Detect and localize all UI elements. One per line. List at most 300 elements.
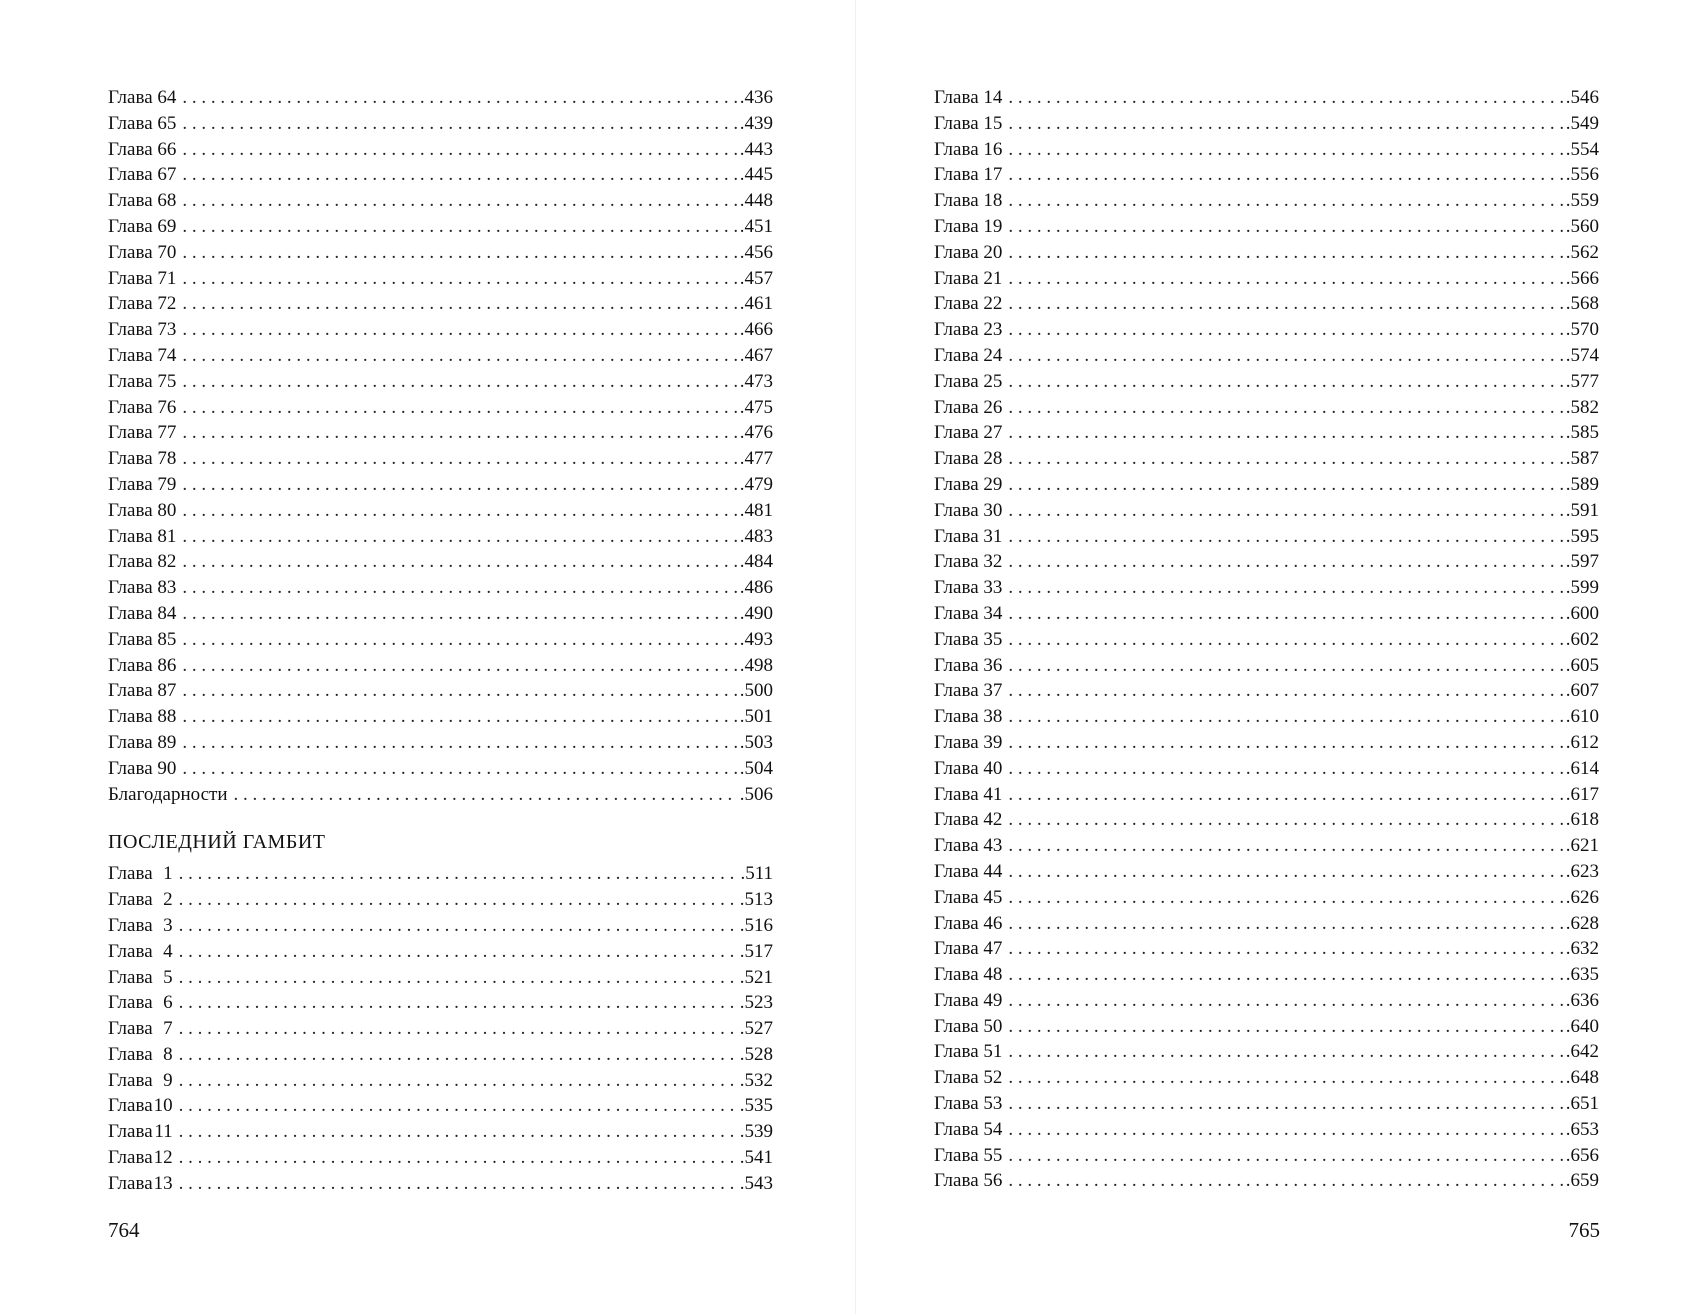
dot-leader (182, 704, 737, 730)
toc-entry-page: .585 (1565, 422, 1599, 444)
toc-entry (108, 524, 773, 550)
toc-entry-number: 6 (163, 992, 173, 1014)
dot-leader (182, 498, 737, 524)
toc-entry (108, 1093, 773, 1119)
toc-entry-number: 3 (163, 914, 173, 936)
toc-entry-label: Глава 77 (108, 422, 177, 444)
toc-entry (108, 1119, 773, 1145)
right-page (856, 0, 1692, 1314)
toc-entry (108, 472, 773, 498)
toc-entry-word: Глава (108, 966, 153, 988)
toc-entry-label: Глава 44 (934, 860, 1003, 882)
toc-entry-label: Глава 48 (934, 964, 1003, 986)
toc-entry-page: .479 (739, 473, 773, 495)
dot-leader (179, 990, 738, 1016)
dot-leader (179, 1042, 738, 1068)
toc-entry-label: Глава 80 (108, 499, 177, 521)
toc-entry (934, 936, 1599, 962)
toc-entry-word: Глава (108, 1018, 153, 1040)
toc-entry-number: 11 (154, 1121, 173, 1143)
toc-entry-page: .614 (1565, 757, 1599, 779)
toc-entry-label: Глава 15 (934, 112, 1003, 134)
dot-leader (179, 913, 738, 939)
toc-entry-page: .439 (739, 112, 773, 134)
toc-entry-page: .562 (1565, 241, 1599, 263)
toc-entry-label: Глава 68 (108, 190, 177, 212)
dot-leader (1008, 446, 1563, 472)
toc-entry-label: Глава 71 (108, 267, 177, 289)
toc-entry (108, 782, 773, 808)
toc-entry-label (108, 1119, 173, 1145)
toc-entry (108, 990, 773, 1016)
toc-entry-page: .556 (1565, 164, 1599, 186)
toc-entry (934, 369, 1599, 395)
toc-entry-page: .546 (1565, 87, 1599, 108)
toc-entry-page: .577 (1565, 370, 1599, 392)
toc-entry (934, 188, 1599, 214)
toc-entry-label: Глава 39 (934, 731, 1003, 753)
toc-entry-number: 9 (163, 1069, 173, 1091)
dot-leader (1008, 395, 1563, 421)
toc-entry-page: .484 (739, 551, 773, 573)
toc-entry-label: Глава 72 (108, 293, 177, 315)
dot-leader (1008, 704, 1563, 730)
dot-leader (182, 524, 737, 550)
toc-entry-number: 12 (153, 1147, 173, 1169)
toc-entry-word: Глава (108, 1043, 153, 1065)
toc-entry (108, 1171, 773, 1197)
toc-entry (108, 498, 773, 524)
toc-entry-page: .476 (739, 422, 773, 444)
dot-leader (1008, 111, 1563, 137)
toc-entry-page: .559 (1565, 190, 1599, 212)
toc-entry-page: .527 (739, 1018, 773, 1040)
dot-leader (182, 678, 737, 704)
toc-entry-page: .483 (739, 525, 773, 547)
toc-entry-page: .607 (1565, 680, 1599, 702)
toc-entry-page: .653 (1565, 1118, 1599, 1140)
toc-entry-number: 8 (163, 1043, 173, 1065)
dot-leader (182, 85, 737, 111)
toc-entry-word: Глава (108, 992, 153, 1014)
toc-entry (934, 1091, 1599, 1117)
dot-leader (182, 111, 737, 137)
toc-entry-label: Глава 54 (934, 1118, 1003, 1140)
toc-entry-label (108, 1171, 173, 1197)
toc-entry-page: .659 (1565, 1170, 1599, 1192)
toc-entry-page: .623 (1565, 860, 1599, 882)
dot-leader (1008, 162, 1563, 188)
toc-entry (934, 601, 1599, 627)
toc-entry-label: Глава 26 (934, 396, 1003, 418)
toc-entry (108, 240, 773, 266)
dot-leader (1008, 859, 1563, 885)
toc-entry (934, 291, 1599, 317)
dot-leader (182, 343, 737, 369)
toc-entry (934, 214, 1599, 240)
toc-entry-label (108, 965, 173, 991)
toc-entry-page: .566 (1565, 267, 1599, 289)
dot-leader (1008, 833, 1563, 859)
dot-leader (1008, 343, 1563, 369)
dot-leader (182, 188, 737, 214)
toc-entry (108, 291, 773, 317)
toc-entry-page: .486 (739, 577, 773, 599)
toc-entry-label: Глава 16 (934, 138, 1003, 160)
toc-entry-label: Глава 49 (934, 989, 1003, 1011)
toc-entry-page: .539 (739, 1121, 773, 1143)
section-title: ПОСЛЕДНИЙ ГАМБИТ (108, 831, 326, 854)
toc-entry-label: Глава 22 (934, 293, 1003, 315)
toc-entry (108, 704, 773, 730)
dot-leader (1008, 627, 1563, 653)
dot-leader (182, 291, 737, 317)
toc-entry (934, 859, 1599, 885)
dot-leader (182, 137, 737, 163)
toc-entry-label: Глава 64 (108, 87, 177, 108)
toc-entry-label: Глава 20 (934, 241, 1003, 263)
toc-entry-label (108, 1042, 173, 1068)
toc-entry (108, 575, 773, 601)
toc-entry-page: .628 (1565, 912, 1599, 934)
toc-entry (108, 162, 773, 188)
toc-entry-page: .457 (739, 267, 773, 289)
dot-leader (1008, 962, 1563, 988)
toc-entry-label: Глава 65 (108, 112, 177, 134)
dot-leader (179, 1093, 738, 1119)
toc-entry (108, 317, 773, 343)
toc-entry-label: Глава 83 (108, 577, 177, 599)
dot-leader (1008, 1065, 1563, 1091)
toc-entry-page: .503 (739, 731, 773, 753)
toc-entry-page: .595 (1565, 525, 1599, 547)
toc-entry-label: Глава 42 (934, 809, 1003, 831)
toc-entry-page: .448 (739, 190, 773, 212)
dot-leader (1008, 1039, 1563, 1065)
toc-entry-label: Глава 85 (108, 628, 177, 650)
toc-entry-number: 5 (163, 966, 173, 988)
toc-entry-label: Глава 75 (108, 370, 177, 392)
toc-entry-label: Глава 21 (934, 267, 1003, 289)
dot-leader (1008, 807, 1563, 833)
dot-leader (182, 266, 737, 292)
toc-entry-label: Глава 55 (934, 1144, 1003, 1166)
toc-entry-label: Глава 50 (934, 1015, 1003, 1037)
toc-entry-page: .642 (1565, 1041, 1599, 1063)
toc-entry-label: Глава 84 (108, 602, 177, 624)
dot-leader (182, 472, 737, 498)
dot-leader (1008, 420, 1563, 446)
toc-entry (934, 446, 1599, 472)
toc-entry-page: .636 (1565, 989, 1599, 1011)
toc-entry-label: Глава 79 (108, 473, 177, 495)
toc-entry-page: .648 (1565, 1067, 1599, 1089)
dot-leader (179, 1016, 738, 1042)
toc-entry-page: .560 (1565, 215, 1599, 237)
toc-entry-page: .568 (1565, 293, 1599, 315)
toc-entry-label (108, 1145, 173, 1171)
toc-entry-label (108, 1016, 173, 1042)
toc-entry-page: .466 (739, 319, 773, 341)
toc-entry (108, 1016, 773, 1042)
toc-entry-page: .651 (1565, 1093, 1599, 1115)
toc-entry-page: .541 (739, 1147, 773, 1169)
toc-entry-label: Глава 14 (934, 87, 1003, 108)
toc-entry-word: Глава (108, 914, 153, 936)
toc-entry (108, 627, 773, 653)
toc-entry (934, 524, 1599, 550)
toc-entry (934, 1168, 1599, 1194)
toc-entry (934, 266, 1599, 292)
toc-entry-page: .513 (739, 889, 773, 911)
dot-leader (1008, 498, 1563, 524)
toc-entry-page: .445 (739, 164, 773, 186)
toc-entry-page: .493 (739, 628, 773, 650)
dot-leader (179, 1145, 738, 1171)
toc-entry-page: .574 (1565, 344, 1599, 366)
toc-entry-label: Глава 35 (934, 628, 1003, 650)
toc-entry-page: .517 (739, 940, 773, 962)
toc-entry-page: .436 (739, 87, 773, 108)
toc-entry-word: Глава (108, 1172, 153, 1194)
toc-entry (108, 420, 773, 446)
toc-entry (934, 885, 1599, 911)
toc-entry (108, 913, 773, 939)
dot-leader (1008, 1143, 1563, 1169)
toc-entry-label: Глава 41 (934, 783, 1003, 805)
toc-entry-page: .501 (739, 706, 773, 728)
toc-entry-label: Глава 69 (108, 215, 177, 237)
toc-entry-number: 7 (163, 1018, 173, 1040)
dot-leader (182, 395, 737, 421)
toc-entry-label: Глава 17 (934, 164, 1003, 186)
dot-leader (1008, 653, 1563, 679)
toc-entry-label: Глава 70 (108, 241, 177, 263)
toc-entry (108, 861, 773, 887)
dot-leader (1008, 549, 1563, 575)
toc-entry (108, 446, 773, 472)
toc-entry-label: Глава 87 (108, 680, 177, 702)
dot-leader (182, 369, 737, 395)
toc-entry-label: Глава 90 (108, 757, 177, 779)
dot-leader (182, 653, 737, 679)
dot-leader (182, 240, 737, 266)
toc-entry-page: .656 (1565, 1144, 1599, 1166)
dot-leader (182, 317, 737, 343)
toc-entry (934, 704, 1599, 730)
toc-entry-label: Глава 43 (934, 835, 1003, 857)
toc-entry (108, 678, 773, 704)
toc-entry-label: Глава 28 (934, 448, 1003, 470)
toc-entry-label: Глава 89 (108, 731, 177, 753)
toc-entry-word: Глава (108, 1069, 153, 1091)
toc-entry-label (108, 861, 173, 887)
toc-entry-page: .591 (1565, 499, 1599, 521)
toc-entry-label: Глава 36 (934, 654, 1003, 676)
toc-entry-word: Глава (108, 1095, 153, 1117)
toc-entry (108, 111, 773, 137)
toc-entry-page: .443 (739, 138, 773, 160)
dot-leader (179, 861, 739, 887)
toc-entry-page: .467 (739, 344, 773, 366)
toc-entry-page: .506 (739, 783, 773, 805)
dot-leader (1008, 885, 1563, 911)
dot-leader (1008, 911, 1563, 937)
toc-entry-word: Глава (108, 1121, 153, 1143)
toc-entry (108, 188, 773, 214)
toc-entry-page: .543 (739, 1172, 773, 1194)
toc-entry (934, 653, 1599, 679)
dot-leader (182, 214, 737, 240)
dot-leader (179, 1171, 738, 1197)
dot-leader (1008, 137, 1563, 163)
dot-leader (182, 756, 737, 782)
dot-leader (1008, 524, 1563, 550)
toc-entry (108, 1042, 773, 1068)
toc-entry-label: Глава 19 (934, 215, 1003, 237)
toc-entry (108, 756, 773, 782)
dot-leader (1008, 575, 1563, 601)
toc-entry-page: .587 (1565, 448, 1599, 470)
toc-entry-page: .523 (739, 992, 773, 1014)
toc-entry-label (108, 939, 173, 965)
dot-leader (1008, 678, 1563, 704)
toc-entry-label (108, 990, 173, 1016)
toc-entry-label: Глава 51 (934, 1041, 1003, 1063)
toc-entry (934, 782, 1599, 808)
toc-entry-page: .617 (1565, 783, 1599, 805)
toc-entry-label: Глава 66 (108, 138, 177, 160)
toc-entry (108, 137, 773, 163)
toc-entry-page: .473 (739, 370, 773, 392)
toc-entry (108, 1068, 773, 1094)
toc-entry (934, 678, 1599, 704)
toc-entry-label: Глава 34 (934, 602, 1003, 624)
dot-leader (1008, 85, 1563, 111)
toc-entry-page: .600 (1565, 602, 1599, 624)
toc-entry-page: .500 (739, 680, 773, 702)
toc-entry-label: Глава 67 (108, 164, 177, 186)
toc-entry-label: Глава 56 (934, 1170, 1003, 1192)
toc-entry (934, 420, 1599, 446)
toc-entry-label: Глава 76 (108, 396, 177, 418)
toc-entry (934, 730, 1599, 756)
toc-entry-page: .461 (739, 293, 773, 315)
dot-leader (1008, 214, 1563, 240)
dot-leader (1008, 782, 1563, 808)
toc-entry-page: .528 (739, 1043, 773, 1065)
dot-leader (1008, 988, 1563, 1014)
toc-entry-label: Глава 18 (934, 190, 1003, 212)
dot-leader (1008, 472, 1563, 498)
dot-leader (182, 420, 737, 446)
toc-entry-page: .477 (739, 448, 773, 470)
dot-leader (179, 939, 738, 965)
toc-entry-label: Глава 78 (108, 448, 177, 470)
toc-entry (934, 1117, 1599, 1143)
toc-entry (934, 911, 1599, 937)
dot-leader (182, 446, 737, 472)
toc-entry (108, 549, 773, 575)
toc-entry-label: Глава 52 (934, 1067, 1003, 1089)
toc-entry (934, 807, 1599, 833)
toc-entries-section (108, 861, 773, 1196)
toc-entry (934, 137, 1599, 163)
dot-leader (1008, 1168, 1563, 1194)
dot-leader (1008, 1014, 1563, 1040)
toc-entry-label: Глава 46 (934, 912, 1003, 934)
toc-entry-page: .602 (1565, 628, 1599, 650)
dot-leader (1008, 1091, 1563, 1117)
toc-entry-word: Глава (108, 863, 153, 885)
toc-entry-page: .626 (1565, 886, 1599, 908)
toc-entry-label (108, 887, 173, 913)
dot-leader (182, 627, 737, 653)
toc-entry-page: .599 (1565, 577, 1599, 599)
page-number-right: 765 (1568, 1218, 1600, 1242)
toc-entry-word: Глава (108, 889, 153, 911)
toc-entry (934, 1065, 1599, 1091)
toc-entry-label: Глава 45 (934, 886, 1003, 908)
toc-entry (108, 653, 773, 679)
toc-entry (108, 85, 773, 111)
dot-leader (1008, 317, 1563, 343)
toc-entry (934, 395, 1599, 421)
toc-entry-page: .554 (1565, 138, 1599, 160)
toc-entry-label (108, 1093, 173, 1119)
toc-entry (108, 343, 773, 369)
toc-entry-label: Глава 82 (108, 551, 177, 573)
toc-entry-page: .589 (1565, 473, 1599, 495)
toc-entry-label: Глава 24 (934, 344, 1003, 366)
dot-leader (179, 965, 738, 991)
toc-entry-page: .511 (740, 863, 773, 885)
toc-entry (934, 85, 1599, 111)
toc-entry-word: Глава (108, 1147, 153, 1169)
dot-leader (1008, 240, 1563, 266)
toc-entry-page: .475 (739, 396, 773, 418)
toc-entry-label (108, 913, 173, 939)
toc-entry (108, 214, 773, 240)
toc-entry-page: .490 (739, 602, 773, 624)
toc-entry-page: .549 (1565, 112, 1599, 134)
dot-leader (1008, 756, 1563, 782)
toc-entry-page: .610 (1565, 706, 1599, 728)
dot-leader (1008, 291, 1563, 317)
toc-entry-label: Глава 88 (108, 706, 177, 728)
toc-entry-label: Глава 33 (934, 577, 1003, 599)
toc-entry-page: .516 (739, 914, 773, 936)
dot-leader (182, 601, 737, 627)
toc-entry (108, 730, 773, 756)
toc-entry (934, 549, 1599, 575)
toc-entry (108, 266, 773, 292)
dot-leader (179, 887, 738, 913)
toc-entry (108, 601, 773, 627)
toc-entry (934, 343, 1599, 369)
toc-entry-label: Глава 37 (934, 680, 1003, 702)
toc-entry-label: Глава 81 (108, 525, 177, 547)
dot-leader (1008, 266, 1563, 292)
toc-entries-continued (108, 85, 773, 807)
toc-entry (108, 887, 773, 913)
toc-entry (934, 833, 1599, 859)
toc-entry-label: Глава 25 (934, 370, 1003, 392)
toc-entry-label: Глава 29 (934, 473, 1003, 495)
toc-entry-label: Глава 40 (934, 757, 1003, 779)
toc-entry-page: .570 (1565, 319, 1599, 341)
toc-entry (934, 472, 1599, 498)
